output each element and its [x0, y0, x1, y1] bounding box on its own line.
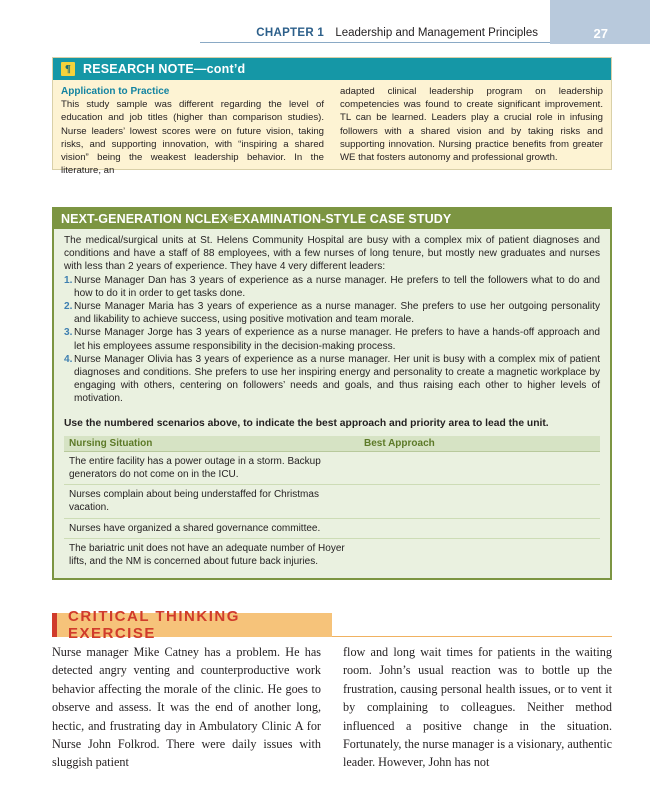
scenario-text: Nurse Manager Olivia has 3 years of experience as a nurse manager. Her unit is busy with a complex mix of patient diagnoses and conditions. She prefers to use her inspiring energy and personality to create a magnetic workplace by engaging with others, centering on followers’ needs and goals, and thus raising each other to higher levels of motivation. [74, 353, 600, 405]
best-approach-header: Best Approach [364, 437, 435, 449]
critical-thinking-banner [52, 608, 332, 642]
scenario-text: Nurse Manager Maria has 3 years of experience as a nurse manager. She prefers to use her outgoing personality and likability to achieve success, using positive motivation and team morale. [74, 301, 600, 326]
table-row [64, 519, 600, 539]
research-note-col-1 [61, 85, 324, 177]
case-study-box [52, 207, 612, 580]
case-study-body [54, 229, 610, 571]
header-rule [200, 42, 550, 43]
situation-cell: The bariatric unit does not have an adequate number of Hoyer lifts, and the NM is concerned about future back injuries. [69, 542, 345, 568]
scenario-item [64, 326, 600, 352]
case-study-intro: The medical/surgical units at St. Helens Community Hospital are busy with a complex mix of patient diagnoses and conditions and have a staff of 88 employees, with a few nurses of long tenure, but mostly new graduates and nurses with less than 2 years of experience. They have 4 very different leaders: [64, 235, 600, 273]
case-study-header [54, 209, 610, 229]
nursing-situation-header: Nursing Situation [69, 437, 153, 449]
research-note-columns [61, 85, 603, 177]
scenario-number: 3. [64, 327, 73, 339]
research-note-icon: ¶ [61, 62, 75, 76]
chapter-label: CHAPTER 1 [256, 27, 325, 39]
critical-thinking-col-1: Nurse manager Mike Catney has a problem. He has detected angry venting and counterproductive work behavior affecting the morale of the clinic. He goes to observe and assess. It was the end of another long, hectic, and frustrating day in Ambulatory Clinic A for Nurse John Folkrod. There were daily issues with sluggish patient [52, 645, 321, 770]
table-row [64, 452, 600, 485]
situation-table [64, 436, 600, 571]
page-number-tab [550, 0, 650, 44]
situation-cell: Nurses complain about being understaffed for Christmas vacation. [69, 489, 319, 514]
page-number: 27 [593, 26, 608, 41]
table-row [64, 539, 600, 571]
case-study-instruction: Use the numbered scenarios above, to indicate the best approach and priority area to lead the unit. [64, 417, 549, 429]
critical-thinking-col-2: flow and long wait times for patients in the waiting room. John’s usual reaction was to bottle up the frustration, causing personal health issues, or to vent it by complaining to colleagues. Neither method influenced a positive change in the situation. Fortunately, the nurse manager is a visionary, authentic leader. However, John has not [343, 645, 612, 770]
case-study-title: NEXT-GENERATION NCLEX [61, 212, 229, 226]
situation-cell: The entire facility has a power outage in a storm. Backup generators do not come on in the ICU. [69, 455, 321, 481]
research-note-header [53, 58, 611, 80]
chapter-title: Leadership and Management Principles [335, 27, 538, 39]
research-note-text-1: This study sample was different regarding the level of education and job titles (higher than comparison studies). Nurse leaders’ lowest scores were on future vision, taking risks, and supporting innovation, with “inspiring a shared vision” being the weakest leadership behavior. In the literature, an [61, 99, 324, 177]
running-header-text [256, 27, 538, 39]
application-heading: Application to Practice [61, 86, 170, 97]
scenario-list [64, 274, 600, 406]
scenario-item [64, 300, 600, 326]
situation-cell: Nurses have organized a shared governance committee. [69, 522, 321, 534]
research-note-text-2: adapted clinical leadership program on leadership competencies was found to create significant improvement. TL can be learned. Leaders play a crucial role in infusing followers with a shared vision and by taking risks and supporting innovation. Nursing practice benefits from greater WE that fosters autonomy and professional growth. [340, 86, 603, 164]
scenario-item [64, 353, 600, 406]
registered-mark: ® [228, 215, 234, 223]
critical-thinking-title: CRITICAL THINKING EXERCISE [68, 608, 240, 642]
running-header [0, 0, 650, 44]
situation-table-header [64, 436, 600, 452]
table-row [64, 485, 600, 518]
case-study-title-rest: EXAMINATION-STYLE CASE STUDY [233, 212, 452, 226]
critical-thinking-rule [332, 636, 612, 637]
scenario-item [64, 274, 600, 300]
research-note-box [52, 57, 612, 177]
scenario-text: Nurse Manager Dan has 3 years of experience as a nurse manager. He prefers to tell the followers what to do and how to do it in order to get tasks done. [74, 274, 600, 299]
critical-thinking-columns [52, 643, 612, 772]
scenario-number: 1. [64, 274, 73, 286]
scenario-text: Nurse Manager Jorge has 3 years of experience as a nurse manager. He prefers to have a hands-off approach and let his employees assume responsibility in the decision-making process. [74, 327, 600, 352]
scenario-number: 4. [64, 353, 73, 365]
research-note-col-2 [340, 85, 603, 177]
scenario-number: 2. [64, 301, 73, 313]
research-note-title: RESEARCH NOTE—cont’d [83, 62, 246, 76]
